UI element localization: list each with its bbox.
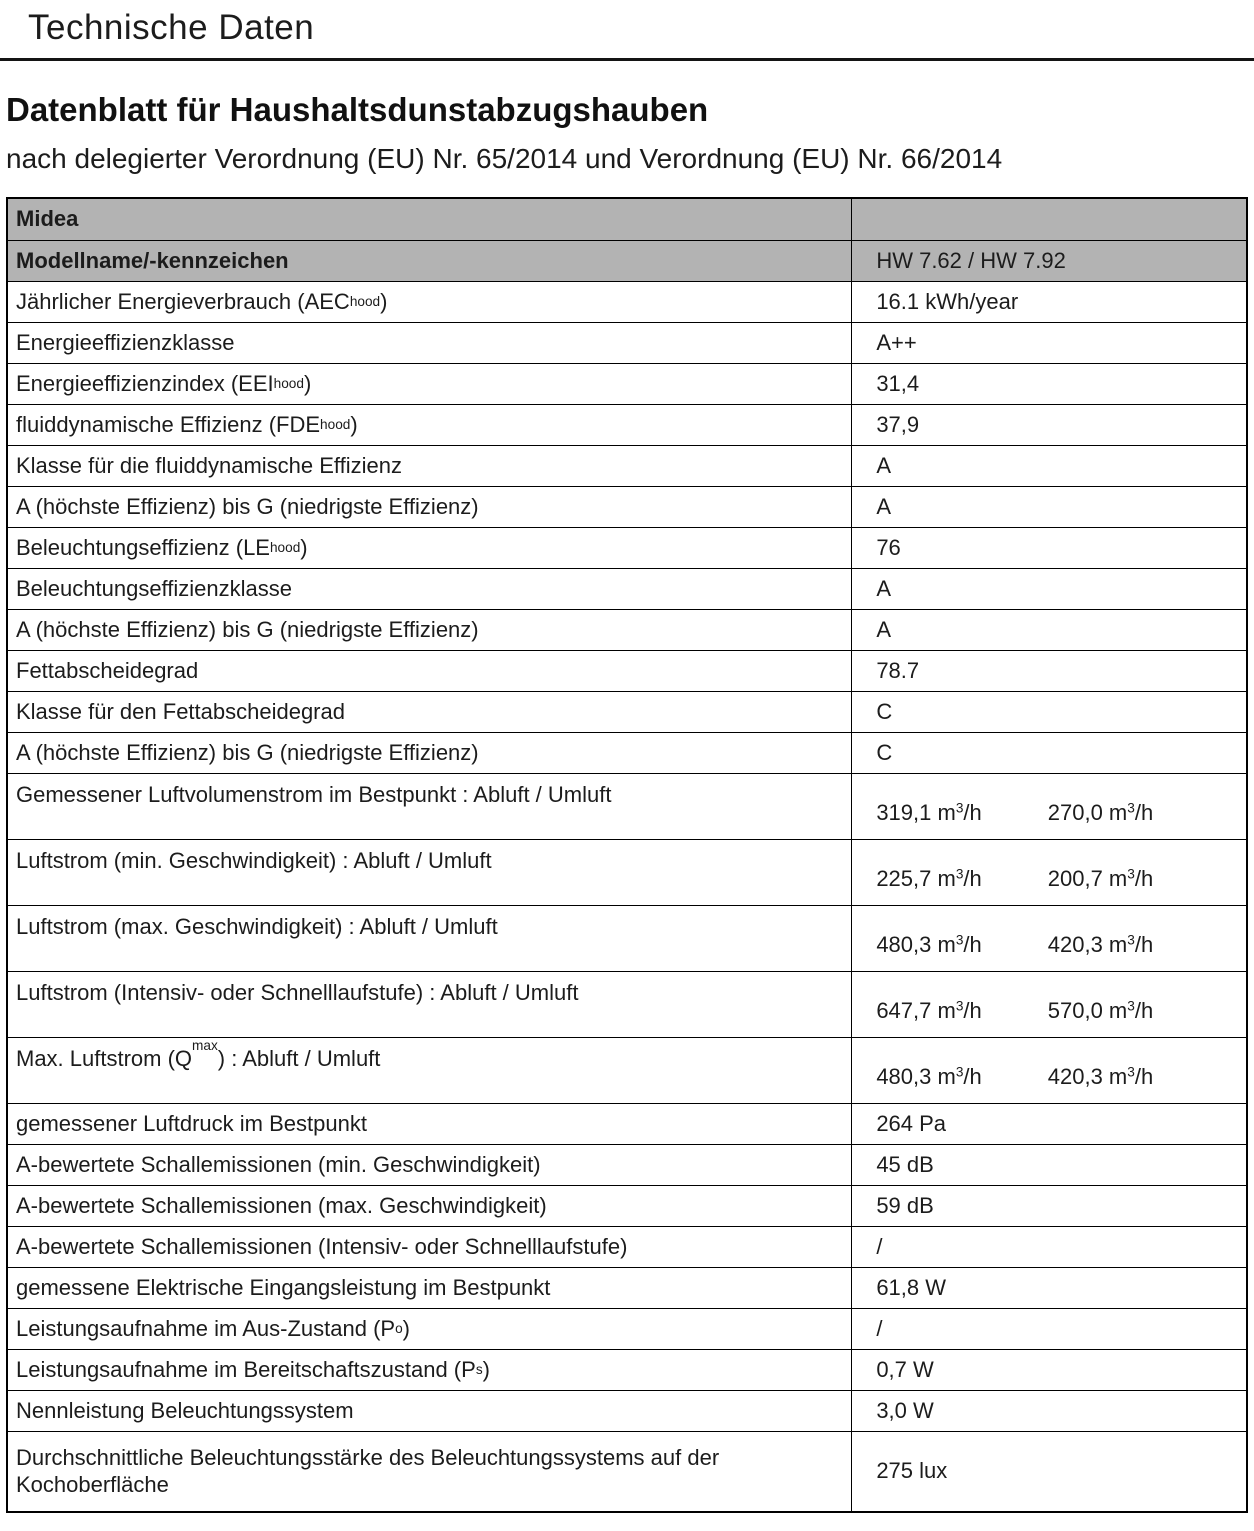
value-primary: A [876,575,891,601]
row-label: A-bewertete Schallemissionen (min. Geschwindigkeit) [8,1145,852,1185]
value-primary: C [876,739,893,765]
table-row [8,1103,1246,1144]
value-primary: 16.1 kWh/year [876,288,1019,314]
row-label: Gemessener Luftvolumenstrom im Bestpunkt : Abluft / Umluft [8,774,852,839]
row-value [852,364,1246,404]
value-primary: 275 lux [876,1458,948,1484]
table-row [8,404,1246,445]
value-primary: 61,8 W [876,1274,947,1300]
row-label: gemessene Elektrische Eingangsleistung im Bestpunkt [8,1268,852,1308]
table-row [8,322,1246,363]
row-value [852,1186,1246,1226]
value-primary: 480,3 $m^3/h$ [876,932,982,958]
row-value [852,840,1246,905]
row-label: A (höchste Effizienz) bis G (niedrigste Effizienz) [8,487,852,527]
value-primary: 59 dB [876,1192,934,1218]
value-primary: A [876,452,891,478]
table-row [8,1185,1246,1226]
row-value [852,1391,1246,1431]
table-row [8,363,1246,404]
table-row [8,1390,1246,1431]
value-primary: / [876,1315,883,1341]
table-row [8,650,1246,691]
table-row [8,1349,1246,1390]
row-value [852,1268,1246,1308]
value-secondary: 200,7 $m^3/h$ [1047,866,1154,892]
row-label: gemessener Luftdruck im Bestpunkt [8,1104,852,1144]
page-title: Technische Daten [28,8,315,47]
table-row [8,691,1246,732]
value-primary: 37,9 [876,411,920,437]
row-label: Luftstrom (min. Geschwindigkeit) : Abluft / Umluft [8,840,852,905]
table-row [8,568,1246,609]
table-wrapper [0,197,1254,1531]
table-row [8,1226,1246,1267]
value-primary: 319,1 $m^3/h$ [876,800,982,826]
row-label: Luftstrom (Intensiv- oder Schnelllaufstufe) : Abluft / Umluft [8,972,852,1037]
table-row [8,971,1246,1037]
row-label: Beleuchtungseffizienzklasse [8,569,852,609]
table-row [8,1144,1246,1185]
value-primary: 45 dB [876,1151,934,1177]
table-row [8,839,1246,905]
table-row [8,445,1246,486]
document-subheading: nach delegierter Verordnung (EU) Nr. 65/2014 und Verordnung (EU) Nr. 66/2014 [6,143,1003,174]
row-value [852,733,1246,773]
table-row [8,527,1246,568]
row-value [852,692,1246,732]
table-row [8,199,1246,240]
row-value [852,906,1246,971]
table-row [8,486,1246,527]
row-label: A-bewertete Schallemissionen (Intensiv- oder Schnelllaufstufe) [8,1227,852,1267]
value-secondary: 420,3 $m^3/h$ [1047,932,1154,958]
row-value [852,241,1246,281]
row-label: Energieeffizienzindex (EEI hood ) [8,364,852,404]
row-label: Fettabscheidegrad [8,651,852,691]
value-primary: A [876,616,891,642]
row-value [852,199,1246,240]
document-header [0,91,1254,175]
value-primary: / [876,1233,883,1259]
row-value [852,1104,1246,1144]
value-primary: 264 Pa [876,1110,947,1136]
table-row [8,732,1246,773]
table-row [8,240,1246,281]
title-bar [0,0,1254,61]
row-value [852,1038,1246,1103]
value-primary: 480,3 $m^3/h$ [876,1064,982,1090]
row-label: Durchschnittliche Beleuchtungsstärke des Beleuchtungssystems auf der Kochoberfläche [8,1432,852,1511]
table-row [8,905,1246,971]
row-label: fluiddynamische Effizienz (FDE hood ) [8,405,852,445]
value-secondary: 570,0 $m^3/h$ [1047,998,1154,1024]
row-label: Energieeffizienzklasse [8,323,852,363]
row-value [852,528,1246,568]
row-label: Beleuchtungseffizienz (LE hood ) [8,528,852,568]
row-value [852,774,1246,839]
spec-table [6,197,1248,1513]
row-value [852,972,1246,1037]
row-value [852,282,1246,322]
row-label: A (höchste Effizienz) bis G (niedrigste Effizienz) [8,733,852,773]
value-secondary: 270,0 $m^3/h$ [1047,800,1154,826]
table-row [8,773,1246,839]
row-value [852,610,1246,650]
row-value [852,323,1246,363]
row-value [852,651,1246,691]
row-label: Klasse für den Fettabscheidegrad [8,692,852,732]
row-label: Jährlicher Energieverbrauch (AEC hood ) [8,282,852,322]
table-row [8,1037,1246,1103]
row-label: A-bewertete Schallemissionen (max. Geschwindigkeit) [8,1186,852,1226]
row-value [852,446,1246,486]
value-primary: HW 7.62 / HW 7.92 [876,247,1066,273]
row-label: Max. Luftstrom (Q max ) : Abluft / Umluft [8,1038,852,1103]
value-primary: C [876,698,893,724]
row-value [852,405,1246,445]
row-label: A (höchste Effizienz) bis G (niedrigste Effizienz) [8,610,852,650]
row-value [852,1432,1246,1511]
row-label: Modellname/-kennzeichen [8,241,852,281]
value-secondary: 420,3 $m^3/h$ [1047,1064,1154,1090]
row-value [852,487,1246,527]
table-row [8,281,1246,322]
row-label: Luftstrom (max. Geschwindigkeit) : Abluft / Umluft [8,906,852,971]
value-primary: A [876,493,891,519]
table-row [8,1431,1246,1511]
value-primary: 0,7 W [876,1356,934,1382]
row-value [852,1145,1246,1185]
row-label: Midea [8,199,852,240]
table-row [8,1308,1246,1349]
value-primary: 225,7 $m^3/h$ [876,866,982,892]
table-row [8,609,1246,650]
value-primary: 78.7 [876,657,920,683]
row-label: Leistungsaufnahme im Bereitschaftszustand (P s ) [8,1350,852,1390]
row-label: Leistungsaufnahme im Aus-Zustand (P o ) [8,1309,852,1349]
document-heading: Datenblatt für Haushaltsdunstabzugshauben [6,91,709,128]
row-label: Nennleistung Beleuchtungssystem [8,1391,852,1431]
row-value [852,1350,1246,1390]
value-primary: 647,7 $m^3/h$ [876,998,982,1024]
value-primary: 31,4 [876,370,920,396]
value-primary: A++ [876,329,917,355]
row-label: Klasse für die fluiddynamische Effizienz [8,446,852,486]
row-value [852,1227,1246,1267]
row-value [852,569,1246,609]
row-value [852,1309,1246,1349]
value-primary: 76 [876,534,901,560]
table-row [8,1267,1246,1308]
value-primary: 3,0 W [876,1397,934,1423]
